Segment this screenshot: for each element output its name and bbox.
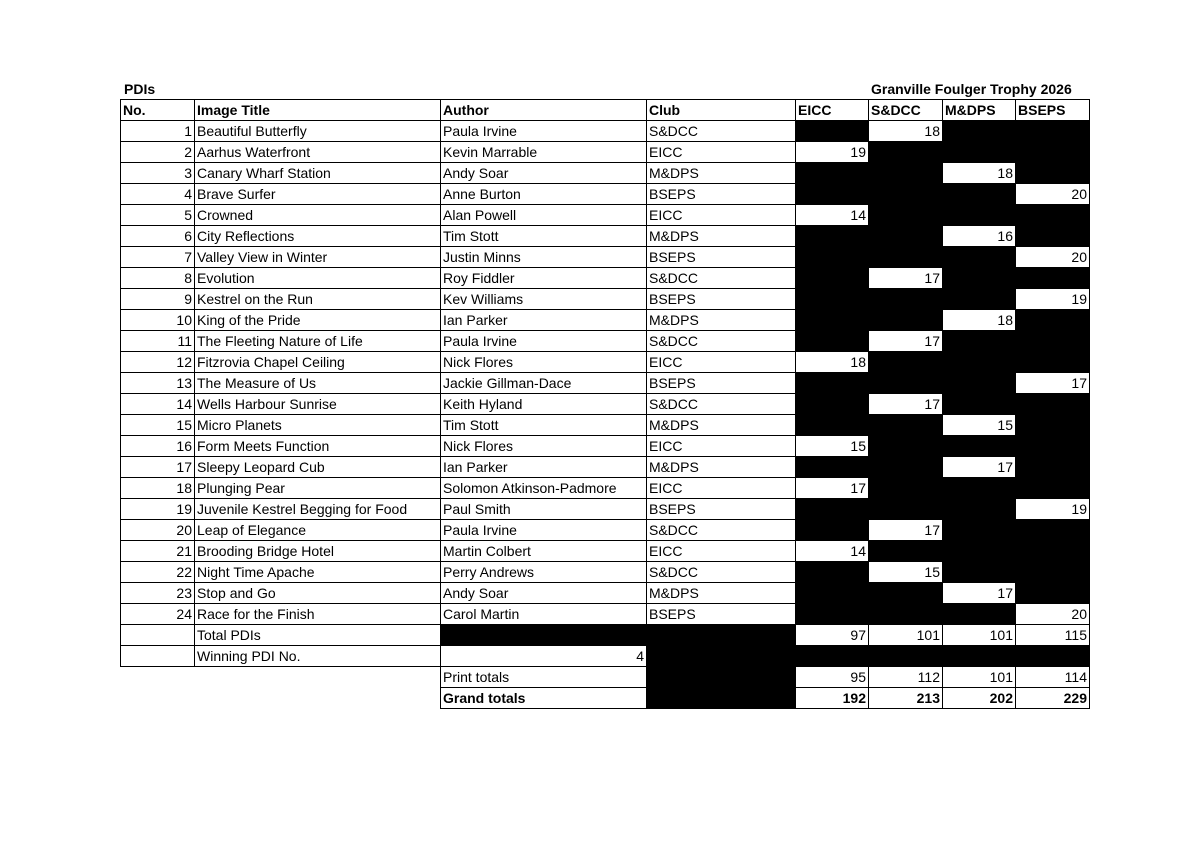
scores-table <box>120 99 1090 709</box>
club-cell: EICC <box>647 436 796 457</box>
club-cell: BSEPS <box>647 247 796 268</box>
image-title-cell: Stop and Go <box>195 583 441 604</box>
author-cell: Martin Colbert <box>441 541 647 562</box>
blocked-cell <box>1016 583 1090 604</box>
table-row <box>121 457 1090 478</box>
image-title-cell: Wells Harbour Sunrise <box>195 394 441 415</box>
table-row <box>121 478 1090 499</box>
winning-pdi-row <box>121 646 1090 667</box>
image-number-cell: 20 <box>121 520 195 541</box>
image-title-cell: Kestrel on the Run <box>195 289 441 310</box>
table-row <box>121 247 1090 268</box>
score-cell: 17 <box>943 457 1016 478</box>
table-row <box>121 520 1090 541</box>
sheet-title: PDIs <box>124 81 156 97</box>
table-row <box>121 310 1090 331</box>
grand-totals-value: 213 <box>869 688 943 709</box>
blocked-cell <box>1016 415 1090 436</box>
club-cell: M&DPS <box>647 310 796 331</box>
club-cell: EICC <box>647 478 796 499</box>
image-title-cell: Form Meets Function <box>195 436 441 457</box>
blocked-cell <box>796 583 869 604</box>
author-cell: Kev Williams <box>441 289 647 310</box>
club-cell: EICC <box>647 352 796 373</box>
image-number-cell: 19 <box>121 499 195 520</box>
image-title-cell: King of the Pride <box>195 310 441 331</box>
blocked-cell <box>796 289 869 310</box>
table-row <box>121 184 1090 205</box>
blocked-cell <box>647 646 1090 667</box>
blocked-cell <box>1016 121 1090 142</box>
blocked-cell <box>869 163 943 184</box>
image-title-cell: Leap of Elegance <box>195 520 441 541</box>
total-pdis-value: 101 <box>943 625 1016 646</box>
image-title-cell: Juvenile Kestrel Begging for Food <box>195 499 441 520</box>
image-number-cell: 17 <box>121 457 195 478</box>
image-title-cell: Fitzrovia Chapel Ceiling <box>195 352 441 373</box>
club-cell: M&DPS <box>647 163 796 184</box>
blocked-cell <box>1016 310 1090 331</box>
blocked-cell <box>869 604 943 625</box>
table-row <box>121 121 1090 142</box>
blocked-cell <box>943 142 1016 163</box>
table-row <box>121 331 1090 352</box>
table-row <box>121 394 1090 415</box>
table-row <box>121 352 1090 373</box>
print-totals-label: Print totals <box>441 667 647 688</box>
score-cell: 17 <box>869 520 943 541</box>
blocked-cell <box>869 583 943 604</box>
table-row <box>121 436 1090 457</box>
author-cell: Keith Hyland <box>441 394 647 415</box>
blocked-cell <box>869 373 943 394</box>
spacer-cell <box>121 667 441 688</box>
blocked-cell <box>1016 352 1090 373</box>
blocked-cell <box>943 436 1016 457</box>
blocked-cell <box>647 667 796 688</box>
total-pdis-value: 115 <box>1016 625 1090 646</box>
blocked-cell <box>943 562 1016 583</box>
header-row <box>121 100 1090 121</box>
blocked-cell <box>1016 436 1090 457</box>
image-number-cell: 23 <box>121 583 195 604</box>
blocked-cell <box>869 415 943 436</box>
blocked-cell <box>943 121 1016 142</box>
blocked-cell <box>796 247 869 268</box>
author-cell: Paula Irvine <box>441 520 647 541</box>
empty-cell <box>121 625 195 646</box>
club-cell: EICC <box>647 541 796 562</box>
print-totals-row <box>121 667 1090 688</box>
print-totals-value: 95 <box>796 667 869 688</box>
author-cell: Kevin Marrable <box>441 142 647 163</box>
blocked-cell <box>943 268 1016 289</box>
table-row <box>121 142 1090 163</box>
print-totals-value: 112 <box>869 667 943 688</box>
image-number-cell: 6 <box>121 226 195 247</box>
blocked-cell <box>943 289 1016 310</box>
image-title-cell: Plunging Pear <box>195 478 441 499</box>
image-title-cell: Race for the Finish <box>195 604 441 625</box>
table-row <box>121 373 1090 394</box>
author-cell: Jackie Gillman-Dace <box>441 373 647 394</box>
score-cell: 17 <box>869 268 943 289</box>
trophy-title: Granville Foulger Trophy 2026 <box>871 81 1072 97</box>
club-cell: S&DCC <box>647 121 796 142</box>
author-cell: Paula Irvine <box>441 331 647 352</box>
image-number-cell: 18 <box>121 478 195 499</box>
score-cell: 15 <box>869 562 943 583</box>
club-cell: BSEPS <box>647 373 796 394</box>
blocked-cell <box>943 352 1016 373</box>
image-title-cell: Brooding Bridge Hotel <box>195 541 441 562</box>
image-number-cell: 8 <box>121 268 195 289</box>
club-cell: M&DPS <box>647 415 796 436</box>
author-cell: Perry Andrews <box>441 562 647 583</box>
blocked-cell <box>943 394 1016 415</box>
blocked-cell <box>796 121 869 142</box>
image-number-cell: 12 <box>121 352 195 373</box>
image-title-cell: Canary Wharf Station <box>195 163 441 184</box>
column-header: BSEPS <box>1016 100 1090 121</box>
blocked-cell <box>1016 520 1090 541</box>
club-cell: BSEPS <box>647 604 796 625</box>
print-totals-value: 114 <box>1016 667 1090 688</box>
author-cell: Andy Soar <box>441 583 647 604</box>
table-row <box>121 562 1090 583</box>
total-pdis-value: 97 <box>796 625 869 646</box>
score-cell: 20 <box>1016 604 1090 625</box>
author-cell: Tim Stott <box>441 226 647 247</box>
blocked-cell <box>796 457 869 478</box>
image-title-cell: Crowned <box>195 205 441 226</box>
score-cell: 20 <box>1016 247 1090 268</box>
image-number-cell: 24 <box>121 604 195 625</box>
blocked-cell <box>1016 541 1090 562</box>
blocked-cell <box>796 331 869 352</box>
score-cell: 18 <box>869 121 943 142</box>
blocked-cell <box>943 331 1016 352</box>
blocked-cell <box>1016 562 1090 583</box>
image-title-cell: City Reflections <box>195 226 441 247</box>
column-header: EICC <box>796 100 869 121</box>
image-number-cell: 11 <box>121 331 195 352</box>
spacer-cell <box>121 688 441 709</box>
club-cell: S&DCC <box>647 394 796 415</box>
blocked-cell <box>1016 331 1090 352</box>
club-cell: M&DPS <box>647 226 796 247</box>
blocked-cell <box>943 604 1016 625</box>
image-title-cell: The Measure of Us <box>195 373 441 394</box>
score-cell: 17 <box>869 394 943 415</box>
author-cell: Ian Parker <box>441 310 647 331</box>
blocked-cell <box>943 499 1016 520</box>
score-cell: 16 <box>943 226 1016 247</box>
blocked-cell <box>1016 142 1090 163</box>
blocked-cell <box>796 310 869 331</box>
image-number-cell: 3 <box>121 163 195 184</box>
blocked-cell <box>943 205 1016 226</box>
blocked-cell <box>869 289 943 310</box>
image-title-cell: Aarhus Waterfront <box>195 142 441 163</box>
blocked-cell <box>869 352 943 373</box>
author-cell: Tim Stott <box>441 415 647 436</box>
blocked-cell <box>1016 205 1090 226</box>
score-cell: 17 <box>869 331 943 352</box>
club-cell: BSEPS <box>647 184 796 205</box>
blocked-cell <box>1016 163 1090 184</box>
blocked-cell <box>943 184 1016 205</box>
table-row <box>121 289 1090 310</box>
blocked-cell <box>869 142 943 163</box>
blocked-cell <box>441 625 796 646</box>
blocked-cell <box>796 373 869 394</box>
blocked-cell <box>796 226 869 247</box>
club-cell: S&DCC <box>647 331 796 352</box>
blocked-cell <box>796 520 869 541</box>
blocked-cell <box>796 184 869 205</box>
column-header: S&DCC <box>869 100 943 121</box>
image-number-cell: 21 <box>121 541 195 562</box>
blocked-cell <box>796 604 869 625</box>
blocked-cell <box>869 184 943 205</box>
score-cell: 18 <box>943 163 1016 184</box>
image-number-cell: 5 <box>121 205 195 226</box>
blocked-cell <box>869 205 943 226</box>
author-cell: Paula Irvine <box>441 121 647 142</box>
image-number-cell: 1 <box>121 121 195 142</box>
blocked-cell <box>1016 457 1090 478</box>
blocked-cell <box>869 541 943 562</box>
grand-totals-value: 192 <box>796 688 869 709</box>
blocked-cell <box>647 688 796 709</box>
author-cell: Alan Powell <box>441 205 647 226</box>
author-cell: Paul Smith <box>441 499 647 520</box>
blocked-cell <box>869 226 943 247</box>
author-cell: Carol Martin <box>441 604 647 625</box>
author-cell: Nick Flores <box>441 352 647 373</box>
empty-cell <box>121 646 195 667</box>
table-row <box>121 604 1090 625</box>
author-cell: Justin Minns <box>441 247 647 268</box>
blocked-cell <box>796 499 869 520</box>
table-row <box>121 415 1090 436</box>
grand-totals-value: 229 <box>1016 688 1090 709</box>
image-number-cell: 15 <box>121 415 195 436</box>
image-number-cell: 13 <box>121 373 195 394</box>
score-cell: 19 <box>1016 289 1090 310</box>
blocked-cell <box>869 310 943 331</box>
image-title-cell: Night Time Apache <box>195 562 441 583</box>
table-row <box>121 499 1090 520</box>
score-cell: 19 <box>1016 499 1090 520</box>
author-cell: Andy Soar <box>441 163 647 184</box>
blocked-cell <box>869 499 943 520</box>
score-cell: 18 <box>796 352 869 373</box>
column-header: Author <box>441 100 647 121</box>
blocked-cell <box>796 415 869 436</box>
club-cell: EICC <box>647 142 796 163</box>
winning-pdi-label: Winning PDI No. <box>195 646 441 667</box>
image-number-cell: 7 <box>121 247 195 268</box>
blocked-cell <box>1016 268 1090 289</box>
column-header: No. <box>121 100 195 121</box>
club-cell: M&DPS <box>647 583 796 604</box>
blocked-cell <box>943 247 1016 268</box>
blocked-cell <box>869 247 943 268</box>
total-pdis-label: Total PDIs <box>195 625 441 646</box>
blocked-cell <box>943 520 1016 541</box>
total-pdis-row <box>121 625 1090 646</box>
image-title-cell: Micro Planets <box>195 415 441 436</box>
author-cell: Solomon Atkinson-Padmore <box>441 478 647 499</box>
club-cell: BSEPS <box>647 499 796 520</box>
club-cell: S&DCC <box>647 520 796 541</box>
club-cell: S&DCC <box>647 562 796 583</box>
blocked-cell <box>943 541 1016 562</box>
winning-pdi-value: 4 <box>441 646 647 667</box>
score-cell: 15 <box>796 436 869 457</box>
table-row <box>121 583 1090 604</box>
blocked-cell <box>869 478 943 499</box>
image-title-cell: Valley View in Winter <box>195 247 441 268</box>
blocked-cell <box>943 478 1016 499</box>
image-number-cell: 14 <box>121 394 195 415</box>
blocked-cell <box>796 268 869 289</box>
blocked-cell <box>1016 226 1090 247</box>
image-number-cell: 4 <box>121 184 195 205</box>
blocked-cell <box>1016 394 1090 415</box>
author-cell: Nick Flores <box>441 436 647 457</box>
club-cell: EICC <box>647 205 796 226</box>
image-number-cell: 9 <box>121 289 195 310</box>
total-pdis-value: 101 <box>869 625 943 646</box>
grand-totals-label: Grand totals <box>441 688 647 709</box>
score-cell: 15 <box>943 415 1016 436</box>
score-cell: 17 <box>943 583 1016 604</box>
blocked-cell <box>869 457 943 478</box>
image-number-cell: 22 <box>121 562 195 583</box>
image-title-cell: Sleepy Leopard Cub <box>195 457 441 478</box>
score-cell: 14 <box>796 205 869 226</box>
column-header: M&DPS <box>943 100 1016 121</box>
grand-totals-row <box>121 688 1090 709</box>
grand-totals-value: 202 <box>943 688 1016 709</box>
image-title-cell: The Fleeting Nature of Life <box>195 331 441 352</box>
image-number-cell: 10 <box>121 310 195 331</box>
blocked-cell <box>796 163 869 184</box>
image-number-cell: 16 <box>121 436 195 457</box>
author-cell: Roy Fiddler <box>441 268 647 289</box>
table-row <box>121 163 1090 184</box>
image-title-cell: Beautiful Butterfly <box>195 121 441 142</box>
score-cell: 18 <box>943 310 1016 331</box>
print-totals-value: 101 <box>943 667 1016 688</box>
score-cell: 17 <box>1016 373 1090 394</box>
club-cell: BSEPS <box>647 289 796 310</box>
column-header: Club <box>647 100 796 121</box>
blocked-cell <box>869 436 943 457</box>
image-number-cell: 2 <box>121 142 195 163</box>
score-cell: 14 <box>796 541 869 562</box>
score-cell: 20 <box>1016 184 1090 205</box>
club-cell: M&DPS <box>647 457 796 478</box>
score-cell: 17 <box>796 478 869 499</box>
blocked-cell <box>943 373 1016 394</box>
club-cell: S&DCC <box>647 268 796 289</box>
author-cell: Ian Parker <box>441 457 647 478</box>
table-row <box>121 268 1090 289</box>
score-cell: 19 <box>796 142 869 163</box>
table-row <box>121 226 1090 247</box>
author-cell: Anne Burton <box>441 184 647 205</box>
blocked-cell <box>1016 478 1090 499</box>
image-title-cell: Evolution <box>195 268 441 289</box>
column-header: Image Title <box>195 100 441 121</box>
blocked-cell <box>796 394 869 415</box>
table-row <box>121 541 1090 562</box>
image-title-cell: Brave Surfer <box>195 184 441 205</box>
table-row <box>121 205 1090 226</box>
blocked-cell <box>796 562 869 583</box>
